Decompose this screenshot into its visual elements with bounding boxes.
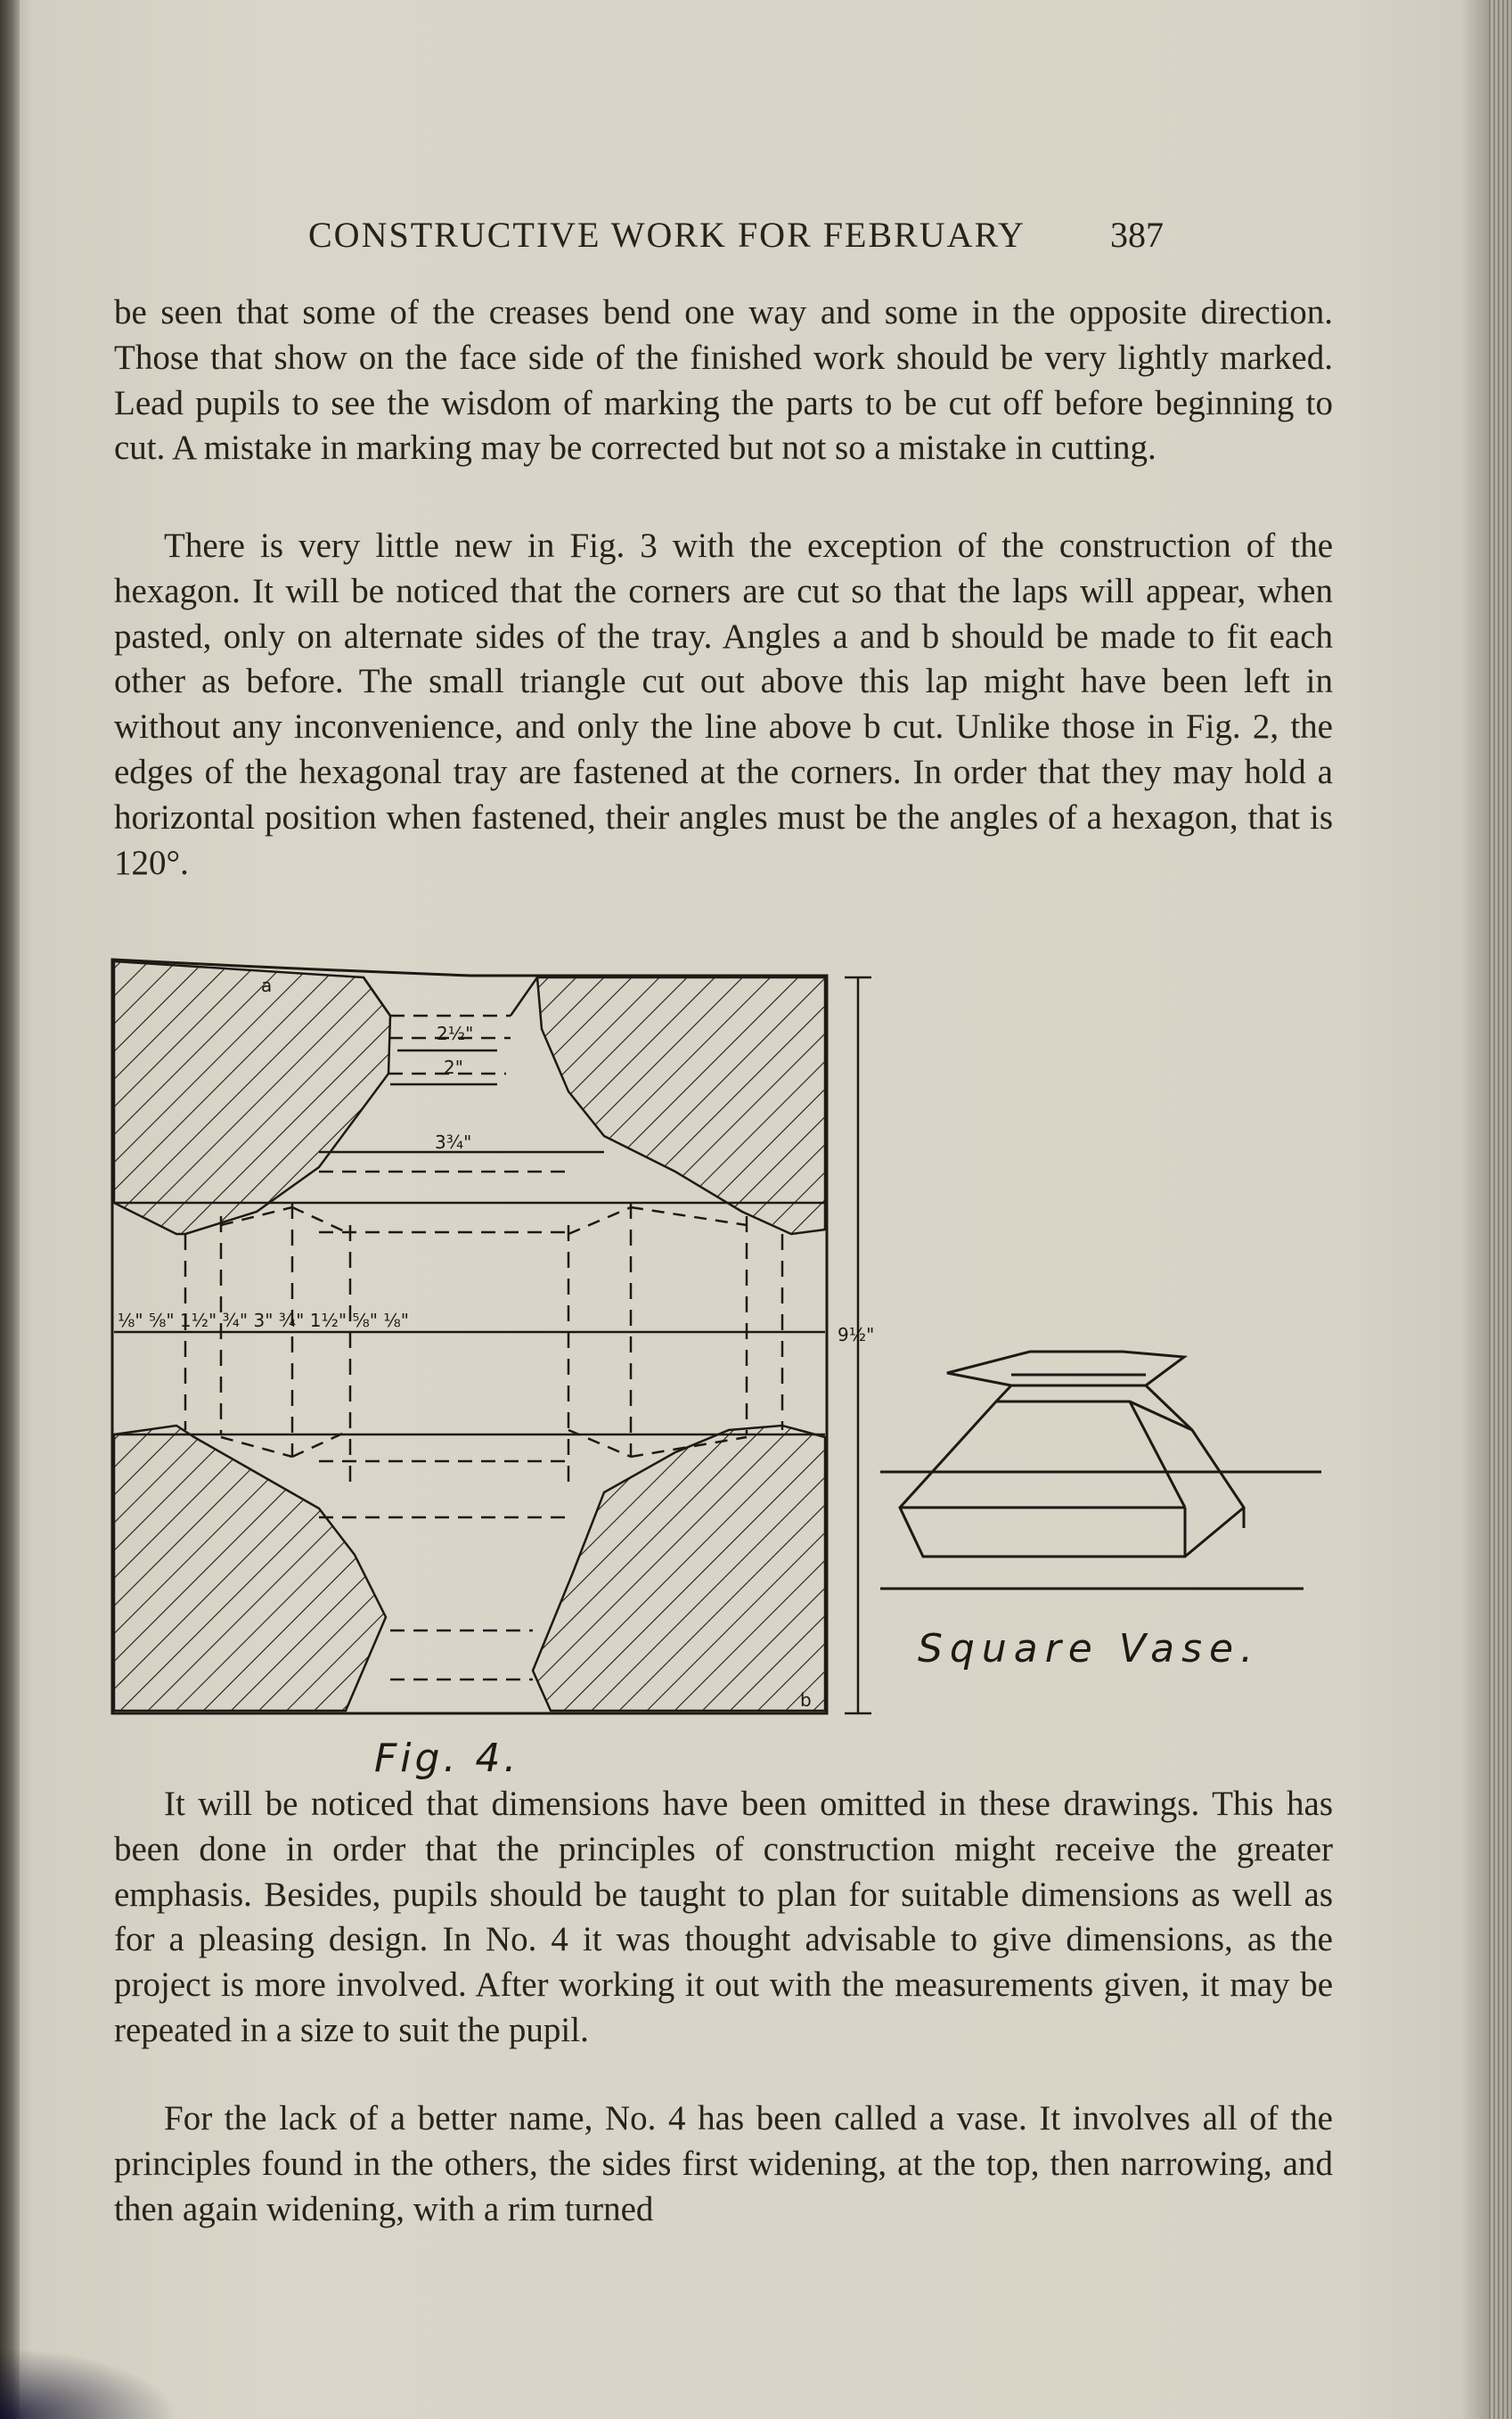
page-number: 387 [1110,215,1164,255]
dim-2-half: 2½" [437,1023,474,1044]
paragraph-text: There is very little new in Fig. 3 with the exception of the construction of the hexagon. It will be noticed that the corners are cut so that the laps will appear, when pasted, only on alternate sides of the tray. Angles a and b should be made to fit each other as before. The small triangle cut out above this lap might have been left in without any inconvenience, and only the line above b cut. Unlike those in Fig. 2, the edges of the hexagonal tray are fastened at the corners. In order that they may hold a horizontal position when fastened, their angles must be the angles of a hexagon, that is 120°. [114,527,1333,882]
corner-shadow [0,2348,178,2419]
vase-drawing [880,1352,1321,1589]
paragraph-text: It will be noticed that dimensions have been omitted in these drawings. This has been done in order that the principles of construction might receive the greater emphasis. Besides, pupils should be taught to plan for suitable dimensions as well as for a pleasing design. In No. 4 it was thought advisable to give dimensions, as the project is more involved. After working it out with the measurements given, it may be repeated in a size to suit the pupil. [114,1785,1333,2049]
paragraph-text: For the lack of a better name, No. 4 has been called a vase. It involves all of the principles found in the others, the sides first widening, at the top, then narrowing, and then again widening, with a rim turned [114,2099,1333,2228]
paragraph-3 [114,1782,1333,2121]
paragraph-2 [114,524,1333,943]
paragraph-4 [114,2096,1333,2284]
figure-caption: Fig. 4. [374,1736,520,1781]
vase-caption: Square Vase. [918,1626,1261,1671]
running-head [308,214,1164,258]
label-a: a [261,975,273,996]
binding-edge [0,0,20,2419]
running-head-title: CONSTRUCTIVE WORK FOR FEBRUARY [308,215,1026,255]
paragraph-1 [114,290,1333,540]
dim-3-3q: 3¾" [435,1132,472,1153]
label-b: b [800,1689,812,1711]
dim-2: 2" [444,1057,463,1078]
paragraph-text: be seen that some of the creases bend one way and some in the opposite direction. Those that show on the face side of the finished work should be very lightly marked. Lead pupils to see the wisdom of marking the parts to be cut off before beginning to cut. A mistake in marking may be corrected but not so a mistake in cutting. [114,293,1333,468]
dim-row: ⅛" ⅝" 1½" ¾" 3" ¾" 1½" ⅝" ⅛" [118,1310,409,1331]
dim-9-half: 9½" [838,1324,875,1345]
page-edges-right [1489,0,1512,2419]
